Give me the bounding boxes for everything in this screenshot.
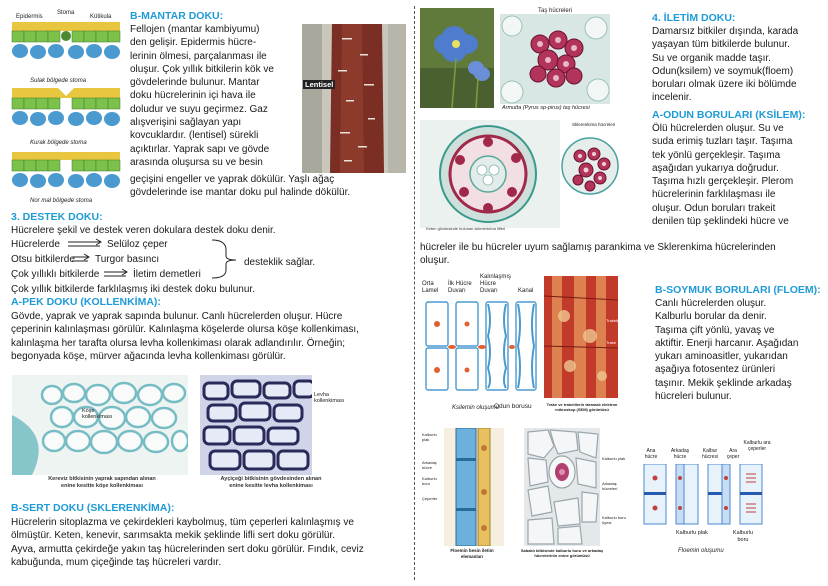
- destek-row-3-right: İletim demetleri: [133, 269, 201, 280]
- floem-olusum-diagram: [640, 464, 790, 528]
- mantar-text-full: geçişini engeller ve yaprak dökülür. Yaşlı ağaç gövdelerinde ise mantar doku pul halinde dökülür.: [130, 174, 351, 199]
- olusum-label-kalburlu-plak: Kalburlu plak: [676, 530, 708, 536]
- levha-kollenkima-image: [200, 375, 312, 475]
- sem-label-trakeit: Trakeit: [606, 318, 619, 323]
- destek-outro: Çok yıllık bitkilerde farklılaşmış iki destek doku bulunur.: [11, 284, 255, 295]
- destek-row-2-left: Otsu bitkilerde: [11, 254, 75, 265]
- destek-brace-text: desteklik sağlar.: [244, 257, 316, 268]
- levha-caption: Ayçiçeği bitkisinin gövdesinden alınan enine kesitte levha kollenkiması: [220, 476, 322, 489]
- caption-kurak: Kurak bölgede stoma: [30, 140, 87, 146]
- keten-cross-section: [420, 120, 560, 228]
- column-divider: [414, 6, 415, 580]
- caption-normal: Nor mal bölgede stoma: [30, 198, 93, 204]
- destek-title: 3. DESTEK DOKU:: [11, 211, 103, 223]
- sem-image: [544, 276, 618, 398]
- bark-photo: [302, 24, 406, 173]
- iletim-text: Damarsız bitkiler dışında, karada yaşayan tüm bitkilerde bulunur. Su ve organik madde taşır. Odun(ksilem) ve soymuk(floem) boruları olmak üzere iki bölümde incelenir.: [652, 26, 799, 104]
- pek-text: Gövde, yaprak ve yaprak sapında bulunur. Canlı hücrelerden oluşur. Hücre çeperinin kalınlaşması görülür. Kalınlaşma köşelerde olursa köşe kollenkiması, kalınlaşma her tarafta olursa levha kollenkiması olarak adlandırılır. Örneğin; begonyada köşe, mürver ağacında levha kollenkiması görülür.: [11, 311, 359, 362]
- stoma-figure: [8, 8, 126, 208]
- kose-kollenkima-label: Köşe kollenkiması: [82, 408, 113, 420]
- destek-row-3-left: Çok yıllıklı bitkilerde: [11, 269, 100, 280]
- odun-text: Ölü hücrelerden oluşur. Su ve suda erimiş tuzları taşır. Taşıma tek yönlü gerçekleşir. Taşıma aşağıdan yukarıya doğrudur. Taşıma hızlı gerçekleşir. Plerom hücrelerinin farklılaşması ile oluşur. Odun boruları trakeit denilen tüp şeklindeki hücre ve: [652, 123, 794, 228]
- keten-caption: Keten gövdesinde bulunan sklerenkima lifleri: [426, 226, 506, 231]
- olusum-label-ara-ceper: Ara çeper: [726, 448, 740, 460]
- ksilem-label-ilk-duvar: İlk Hücre Duvarı: [448, 281, 472, 294]
- armut-caption: Armutta (Pyrus sp-pirus) taş hücresi: [502, 105, 590, 111]
- soymuk-text: Canlı hücrelerden oluşur. Kalburlu borular da denir. Taşıma çift yönlü, yavaş ve aktiftir. Enerji harcanır. Aşağıdan yukarı aminoasitler, yukarıdan aşağıya fotosentez ürünleri taşınır. Mekik şeklinde arkadaş hücreleri bulunur.: [655, 298, 799, 403]
- kose-caption: Kereviz bitkisinin yaprak sapından alınan enine kesitte köşe kollenkiması: [48, 476, 156, 489]
- sert-title: B-SERT DOKU (SKLERENKİMA):: [11, 502, 175, 514]
- levha-kollenkima-label: Levha kollenkiması: [314, 392, 345, 404]
- odun-borusu-label: Odun borusu: [494, 403, 532, 410]
- ksilem-diagram: [422, 300, 540, 392]
- sabakli-caption: Sabaklı bitkisinde kalburlu boru ve arkadaş hücrelerinin enine görüntüsü: [520, 548, 604, 558]
- odun-title: A-ODUN BORULARI (KSİLEM):: [652, 109, 806, 121]
- olusum-label-arkadas-hucre: Arkadaş hücre: [670, 448, 690, 460]
- ksilem-caption: Ksilemin oluşumu: [452, 405, 500, 411]
- bark-label: Lentisel: [305, 80, 334, 89]
- destek-arrows: [0, 236, 240, 284]
- sklerenkima-zoom: [560, 128, 620, 200]
- mantar-text: Fellojen (mantar kambiyumu) den gelişir. Epidermis hücre- lerinin ölmesi, parçalanması ile oluşur. Çok yıllık bitkilerin kök ve gövdelerinde bulunur. Mantar doku hücrelerinin içi hava ile doludur ve suyu geçirmez. Gaz alışverişini sağlayan yapı kovcuklardır. (lentisel) sürekli açıktırlar. Yaprak sapı ve gövde arasında oluşursa su ve besin: [130, 24, 274, 168]
- label-kutikula: Kütikula: [90, 14, 112, 20]
- floem-elements-labels: Kalburlu plak Arkadaş hücre Kalburlu boru Çeperler: [422, 432, 438, 501]
- destek-intro: Hücrelere şekil ve destek veren dokulara destek doku denir.: [11, 225, 276, 236]
- caption-sulak: Sulak bölgede stoma: [30, 78, 87, 84]
- armut-micrograph: [500, 14, 610, 104]
- olusum-label-kalbur-hucresi: Kalbur hücresi: [701, 448, 719, 460]
- sabakli-micrograph: [524, 428, 600, 546]
- label-stoma: Stoma: [57, 10, 75, 16]
- olusum-caption: Floemin oluşumu: [678, 548, 724, 554]
- sabakli-labels: Kalburlu plak Arkadaş hücreleri Kalburlu boru üyesi: [602, 456, 626, 525]
- label-epidermis: Epidermis: [16, 14, 43, 20]
- sert-text: Hücrelerin sitoplazma ve çekirdekleri kaybolmuş, tüm çeperleri kalınlaşmış ve ölmüştür. Keten, kenevir, sarımsakta mekik şeklinde lifli sert doku görülür. Ayva, armutta çekirdeğe yakın taş hücrelerinden sert doku görülür. Fındık, ceviz kabuğunda, mum çiçeğinde taş hücreleri vardır.: [11, 517, 364, 568]
- destek-row-1-left: Hücrelerde: [11, 239, 60, 250]
- destek-row-1-right: Selüloz çeper: [107, 239, 168, 250]
- floem-elements-diagram: [444, 428, 504, 546]
- mantar-title: B-MANTAR DOKU:: [130, 10, 224, 22]
- ksilem-label-kalin-duvar: Kalınlaşmış Hücre Duvarı: [480, 274, 512, 294]
- ksilem-label-orta-lamel: Orta Lamel: [422, 281, 439, 294]
- sem-label-trake: Trake: [606, 340, 617, 345]
- pek-title: A-PEK DOKU (KOLLENKİMA):: [11, 296, 161, 308]
- ksilem-label-kanal: Kanal: [518, 288, 534, 294]
- kose-kollenkima-image: [12, 375, 188, 475]
- tas-hucreleri-label: Taş hücreleri: [538, 8, 573, 14]
- olusum-label-kalburlu-ara-ceperler: Kalburlu ara çeperler: [743, 440, 771, 452]
- sem-caption: Trake ve trakeitlerin taramalı elektron mikroskop (SEM) görüntüsü: [546, 402, 618, 412]
- floem-elements-caption: Floemin besin iletim elemanları: [450, 548, 494, 559]
- iletim-title: 4. İLETİM DOKU:: [652, 12, 736, 24]
- destek-row-2-right: Turgor basıncı: [95, 254, 160, 265]
- olusum-label-kalburlu-boru: Kalburlu boru: [732, 530, 754, 543]
- odun-text-full: hücreler ile bu hücreler uyum sağlamış parankima ve Sklerenkima hücrelerinden oluşur.: [420, 242, 776, 267]
- olusum-label-ana-hucre: Ana hücre: [644, 448, 658, 460]
- flax-flower-photo: [420, 8, 494, 108]
- sklerenkima-label: Sklerenkima hücreleri: [572, 122, 616, 127]
- soymuk-title: B-SOYMUK BORULARI (FLOEM):: [655, 284, 821, 296]
